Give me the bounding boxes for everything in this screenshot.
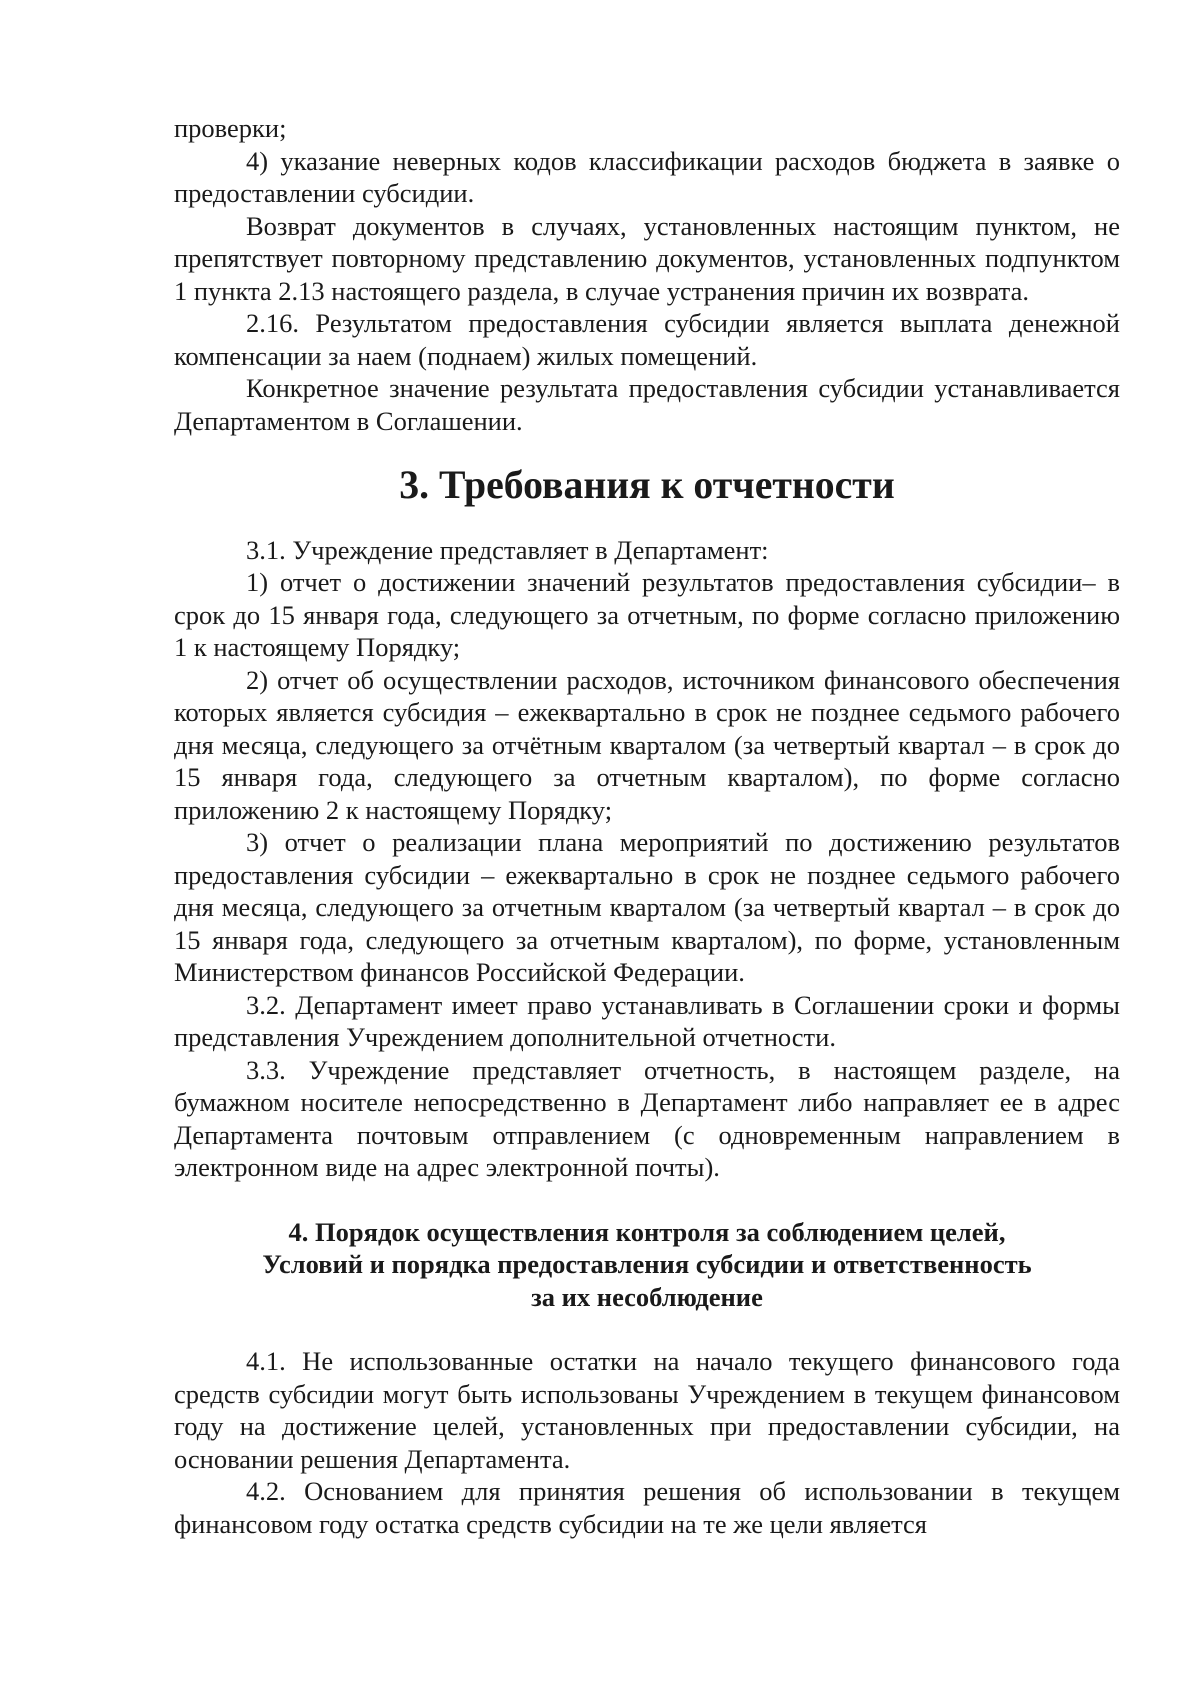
document-page: [174, 112, 1120, 1540]
section-4-title-line: за их несоблюдение: [531, 1281, 763, 1312]
paragraph-item-4: 4) указание неверных кодов классификации расходов бюджета в заявке о предоставлении субсидии.: [174, 145, 1120, 208]
paragraph-3-1-item-2: 2) отчет об осуществлении расходов, источником финансового обеспечения которых является субсидия – ежеквартально в срок не позднее седьмого рабочего дня месяца, следующего за отчётным кварталом (за четвертый квартал – в срок до 15 января года, следующего за отчетным кварталом), по форме согласно приложению 2 к настоящему Порядку;: [174, 664, 1120, 825]
paragraph-3-1-item-1: 1) отчет о достижении значений результатов предоставления субсидии– в срок до 15 января года, следующего за отчетным, по форме согласно приложению 1 к настоящему Порядку;: [174, 567, 1120, 662]
section-4-title: [174, 1216, 1120, 1314]
paragraph-result-value: Конкретное значение результата предоставления субсидии устанавливается Департаментом в Соглашении.: [174, 373, 1120, 436]
paragraph-3-2: 3.2. Департамент имеет право устанавливать в Соглашении сроки и формы представления Учреждением дополнительной отчетности.: [174, 989, 1120, 1052]
section-3-title: 3. Требования к отчетности: [399, 463, 895, 507]
section-4-title-line: 4. Порядок осуществления контроля за соблюдением целей,: [288, 1216, 1006, 1247]
paragraph-3-3: 3.3. Учреждение представляет отчетность, в настоящем разделе, на бумажном носителе непосредственно в Департамент либо направляет ее в адрес Департамента почтовым отправлением (с одновременным направлением в электронном виде на адрес электронной почты).: [174, 1054, 1120, 1182]
section-4-title-line: Условий и порядка предоставления субсидии и ответственность: [262, 1249, 1032, 1279]
paragraph-2-16: 2.16. Результатом предоставления субсидии является выплата денежной компенсации за наем (поднаем) жилых помещений.: [174, 308, 1120, 371]
paragraph-3-1: 3.1. Учреждение представляет в Департамент:: [246, 534, 769, 565]
paragraph-4-2: 4.2. Основанием для принятия решения об использовании в текущем финансовом году остатка средств субсидии на те же цели является: [174, 1476, 1120, 1539]
paragraph-3-1-item-3: 3) отчет о реализации плана мероприятий по достижению результатов предоставления субсидии – ежеквартально в срок не позднее седьмого рабочего дня месяца, следующего за отчетным кварталом (за четвертый квартал – в срок до 15 января года, следующего за отчетным кварталом), по форме, установленным Министерством финансов Российской Федерации.: [174, 827, 1120, 987]
section-3-body: [174, 534, 1120, 1184]
paragraph-return-documents: Возврат документов в случаях, установленных настоящим пунктом, не препятствует повторному представлению документов, установленных подпунктом 1 пункта 2.13 настоящего раздела, в случае устранения причин их возврата.: [174, 210, 1120, 306]
section-4-body: [174, 1345, 1120, 1540]
paragraph-4-1: 4.1. Не использованные остатки на начало текущего финансового года средств субсидии могут быть использованы Учреждением в текущем финансовом году на достижение целей, установленных при предоставлении субсидии, на основании решения Департамента.: [174, 1346, 1120, 1474]
paragraph-continuation: проверки;: [174, 113, 287, 143]
